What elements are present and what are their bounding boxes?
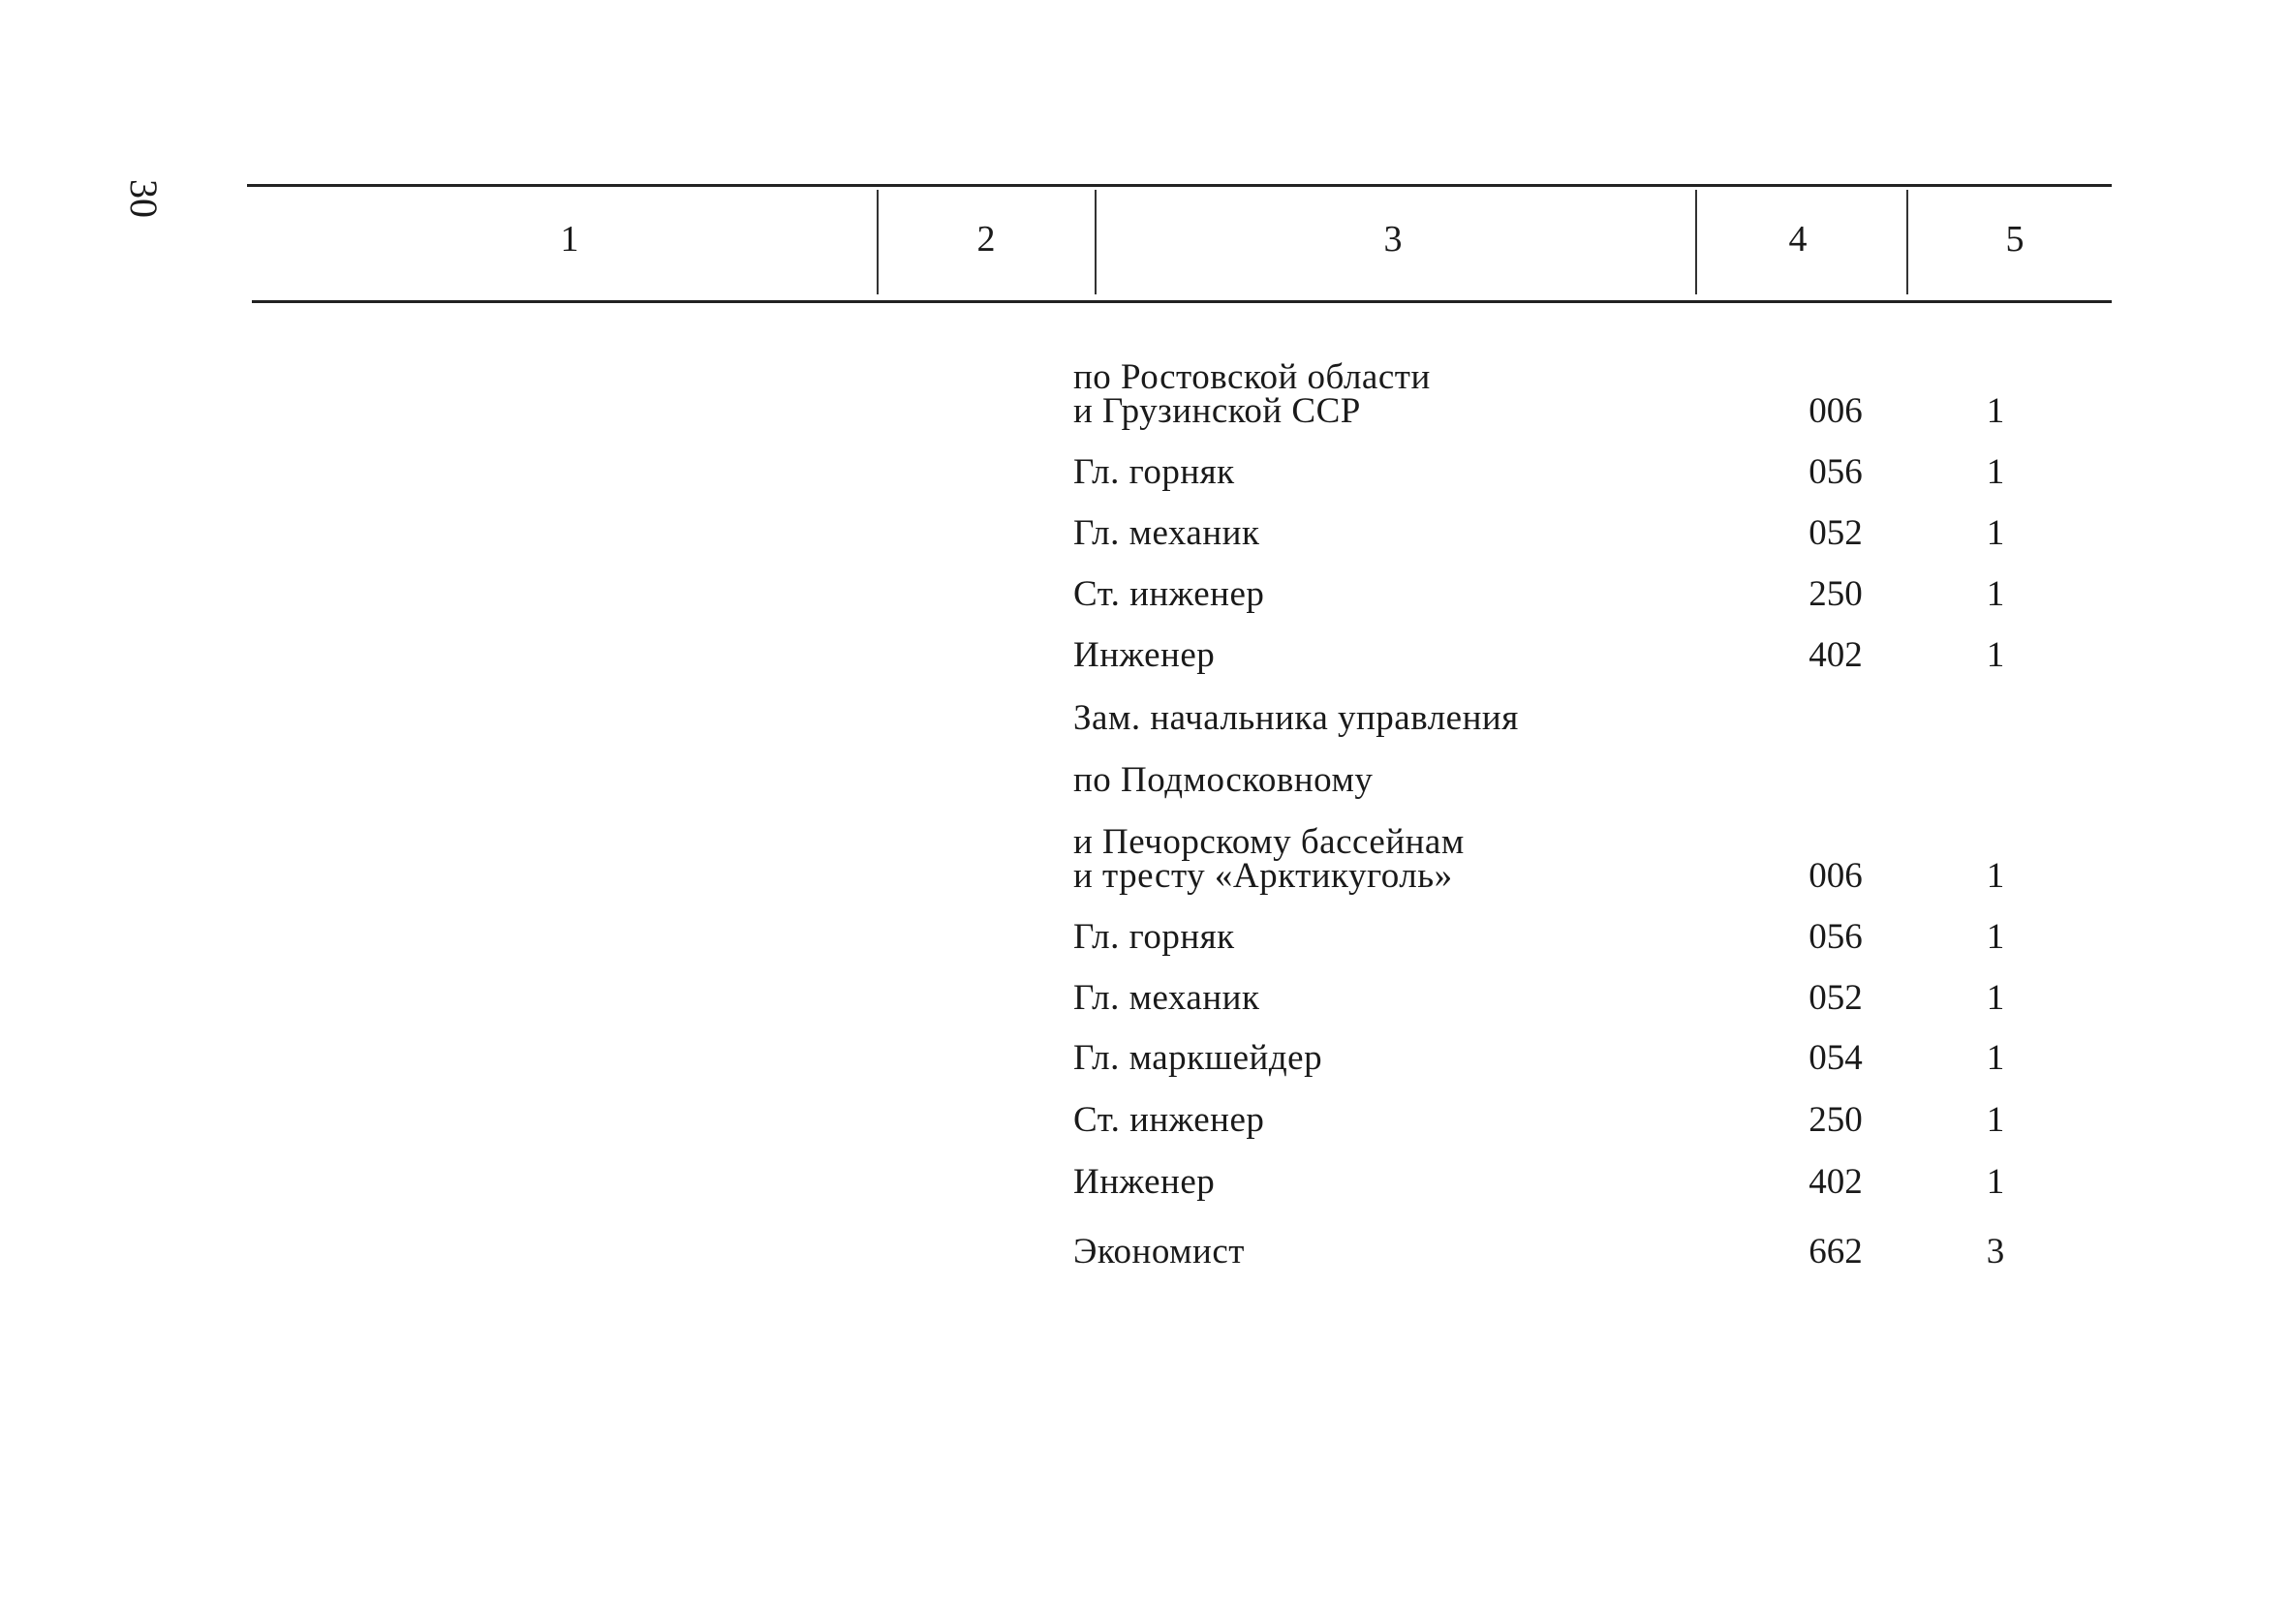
position-name: и Грузинской ССР	[1073, 391, 1361, 431]
position-name: Инженер	[1073, 635, 1216, 675]
column-header-3: 3	[1383, 219, 1403, 260]
column-header-5: 5	[2005, 219, 2025, 260]
position-name: Ст. инженер	[1073, 574, 1265, 614]
position-code: 006	[1809, 856, 1863, 896]
position-code: 052	[1809, 513, 1863, 553]
position-name: Ст. инженер	[1073, 1100, 1265, 1140]
position-qty: 1	[1986, 452, 2005, 492]
position-qty: 1	[1986, 978, 2005, 1018]
position-code: 056	[1809, 917, 1863, 957]
position-code: 402	[1809, 1162, 1863, 1202]
position-qty: 1	[1986, 1162, 2005, 1202]
position-qty: 3	[1986, 1232, 2005, 1272]
position-qty: 1	[1986, 391, 2005, 431]
column-header-4: 4	[1788, 219, 1808, 260]
position-code: 662	[1809, 1232, 1863, 1272]
position-qty: 1	[1986, 574, 2005, 614]
position-code: 006	[1809, 391, 1863, 431]
position-name: по Ростовской области	[1073, 357, 1431, 397]
position-code: 250	[1809, 1100, 1863, 1140]
position-name: и Печорскому бассейнам	[1073, 822, 1465, 862]
position-qty: 1	[1986, 1100, 2005, 1140]
position-qty: 1	[1986, 917, 2005, 957]
position-name: Гл. маркшейдер	[1073, 1038, 1323, 1078]
position-name: Зам. начальника управления	[1073, 698, 1519, 738]
position-qty: 1	[1986, 513, 2005, 553]
position-name: Гл. горняк	[1073, 452, 1235, 492]
position-qty: 1	[1986, 1038, 2005, 1078]
position-qty: 1	[1986, 856, 2005, 896]
position-name: и тресту «Арктикуголь»	[1073, 856, 1453, 896]
position-code: 250	[1809, 574, 1863, 614]
column-header-1: 1	[560, 219, 579, 260]
position-qty: 1	[1986, 635, 2005, 675]
position-name: по Подмосковному	[1073, 760, 1374, 800]
position-code: 054	[1809, 1038, 1863, 1078]
position-name: Гл. механик	[1073, 978, 1260, 1018]
position-code: 052	[1809, 978, 1863, 1018]
position-name: Экономист	[1073, 1232, 1245, 1272]
position-name: Гл. механик	[1073, 513, 1260, 553]
position-name: Инженер	[1073, 1162, 1216, 1202]
position-code: 056	[1809, 452, 1863, 492]
position-name: Гл. горняк	[1073, 917, 1235, 957]
page-number: 30	[122, 179, 166, 218]
position-code: 402	[1809, 635, 1863, 675]
column-header-2: 2	[976, 219, 996, 260]
